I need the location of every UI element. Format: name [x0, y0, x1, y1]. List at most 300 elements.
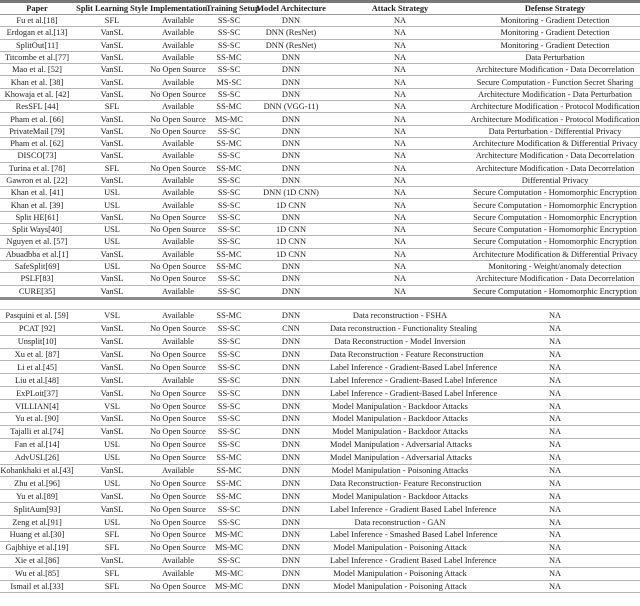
table-row	[0, 113, 640, 125]
table-row	[0, 309, 640, 322]
cell-attack-strategy: Label Inference - Gradient-Based Label Inference	[330, 362, 498, 372]
cell-implementation: No Open Source	[150, 114, 206, 124]
cell-split-style: VanSL	[74, 76, 150, 88]
cell-model-architecture: DNN	[252, 150, 330, 162]
cell-training-setup: SS-SC	[206, 554, 252, 567]
cell-split-style: VSL	[74, 400, 150, 413]
cell-attack-strategy: NA	[330, 51, 470, 63]
cell-implementation: No Open Source	[150, 581, 206, 591]
cell-defense-strategy: NA	[470, 412, 640, 425]
cell-model-architecture: DNN	[252, 451, 330, 464]
cell-attack-strategy: Data Reconstruction - Model Inversion	[330, 335, 470, 348]
header-row	[0, 2, 640, 15]
cell-attack-strategy: Label Inference - Gradient Based Label Inference	[330, 556, 497, 566]
table-row	[0, 174, 640, 186]
cell-model-architecture: DNN	[252, 51, 330, 63]
cell-defense-strategy: NA	[470, 516, 640, 529]
cell-split-style: VSL	[74, 309, 150, 322]
cell-attack-strategy: NA	[330, 248, 470, 260]
cell-attack-strategy: NA	[330, 39, 470, 51]
cell-defense-strategy: Secure Computation - Homomorphic Encryption	[470, 211, 640, 223]
cell-defense-strategy: Architecture Modification - Data Decorrelation	[470, 64, 640, 76]
table-row	[0, 528, 640, 541]
cell-attack-strategy: NA	[330, 125, 470, 137]
cell-implementation: No Open Source	[150, 530, 206, 540]
cell-defense-strategy: Architecture Modification & Differential Privacy	[470, 137, 640, 149]
cell-implementation: Available	[150, 199, 206, 211]
cell-attack-strategy: NA	[330, 15, 470, 27]
cell-model-architecture: DNN (1D CNN)	[252, 187, 330, 199]
cell-split-style: VanSL	[74, 374, 150, 387]
cell-defense-strategy: NA	[470, 567, 640, 580]
header-paper: Paper	[0, 2, 74, 15]
cell-attack-strategy: Model Manipulation - Poisoning Attack	[330, 567, 470, 580]
cell-attack-strategy: NA	[330, 137, 470, 149]
cell-defense-strategy: Architecture Modification - Data Perturbation	[470, 88, 640, 100]
cell-training-setup: MS-MC	[206, 528, 252, 541]
cell-attack-strategy: NA	[330, 27, 470, 39]
cell-attack-strategy: Model Manipulation - Backdoor Attacks	[330, 400, 470, 413]
cell-model-architecture: DNN	[252, 162, 330, 174]
cell-model-architecture: DNN	[252, 580, 330, 593]
cell-training-setup: SS-SC	[206, 438, 252, 451]
cell-model-architecture: DNN	[252, 174, 330, 186]
cell-attack-strategy: Label Inference - Gradient Based Label Inference	[330, 504, 497, 514]
cell-model-architecture: DNN	[252, 273, 330, 285]
cell-attack-strategy: NA	[330, 273, 470, 285]
cell-defense-strategy: NA	[470, 541, 640, 554]
cell-defense-strategy: Differential Privacy	[470, 174, 640, 186]
cell-split-style: VanSL	[74, 137, 150, 149]
cell-paper: Pasquini et al. [59]	[0, 309, 74, 322]
cell-defense-strategy: NA	[470, 438, 640, 451]
cell-split-style: VanSL	[74, 554, 150, 567]
cell-model-architecture: DNN	[252, 374, 330, 387]
table-header	[0, 2, 640, 15]
cell-paper: PCAT [92]	[0, 322, 74, 335]
table-row	[0, 503, 640, 516]
cell-paper: Titcombe et al.[77]	[0, 51, 74, 63]
cell-model-architecture: DNN (ResNet)	[252, 27, 330, 39]
cell-split-style: SFL	[74, 162, 150, 174]
cell-attack-strategy: Data reconstruction - FSHA	[330, 309, 470, 322]
header-defense-strategy: Defense Strategy	[470, 2, 640, 15]
cell-split-style: VanSL	[74, 39, 150, 51]
cell-defense-strategy: NA	[470, 451, 640, 464]
cell-implementation: Available	[150, 374, 206, 387]
cell-training-setup: SS-SC	[206, 236, 252, 248]
cell-implementation: Available	[150, 285, 206, 298]
cell-training-setup: SS-SC	[206, 15, 252, 27]
cell-model-architecture: CNN	[252, 322, 330, 335]
cell-defense-strategy: NA	[470, 400, 640, 413]
cell-training-setup: SS-MC	[206, 101, 252, 113]
cell-implementation: Available	[150, 76, 206, 88]
cell-implementation: No Open Source	[150, 212, 206, 222]
cell-training-setup: MS-MC	[206, 541, 252, 554]
cell-attack-strategy: NA	[330, 88, 470, 100]
cell-training-setup: SS-MC	[206, 464, 252, 477]
table-row	[0, 387, 640, 400]
cell-implementation: Available	[150, 236, 206, 248]
cell-implementation: No Open Source	[150, 225, 206, 235]
table-row	[0, 285, 640, 298]
cell-attack-strategy: NA	[330, 76, 470, 88]
cell-implementation: Available	[150, 335, 206, 348]
cell-defense-strategy: NA	[470, 425, 640, 438]
cell-attack-strategy: Label Inference - Smashed Based Label Inference	[330, 530, 498, 540]
cell-defense-strategy: NA	[470, 348, 640, 361]
cell-implementation: No Open Source	[150, 362, 206, 372]
cell-attack-strategy: NA	[330, 162, 470, 174]
cell-split-style: SFL	[74, 528, 150, 541]
cell-training-setup: SS-SC	[206, 335, 252, 348]
cell-split-style: VanSL	[74, 174, 150, 186]
cell-split-style: VanSL	[74, 464, 150, 477]
cell-defense-strategy: NA	[470, 387, 640, 400]
table-row	[0, 248, 640, 260]
cell-paper: PrivateMail [79]	[0, 125, 74, 137]
cell-implementation: No Open Source	[150, 126, 206, 136]
header-training-setup: Training Setup	[206, 2, 252, 15]
cell-training-setup: SS-MC	[206, 162, 252, 174]
cell-training-setup: SS-SC	[206, 361, 252, 374]
cell-attack-strategy: Data reconstruction - GAN	[330, 516, 470, 529]
table-row	[0, 425, 640, 438]
cell-training-setup: SS-SC	[206, 199, 252, 211]
cell-implementation: Available	[150, 101, 206, 113]
cell-paper: Ismail et al.[33]	[0, 580, 74, 593]
cell-attack-strategy: NA	[330, 174, 470, 186]
cell-split-style: VanSL	[74, 425, 150, 438]
cell-split-style: VanSL	[74, 285, 150, 298]
cell-implementation: Available	[150, 309, 206, 322]
cell-split-style: VanSL	[74, 27, 150, 39]
cell-defense-strategy: Data Perturbation	[470, 51, 640, 63]
cell-paper: Khan et al. [41]	[0, 187, 74, 199]
cell-training-setup: MS-MC	[206, 580, 252, 593]
cell-training-setup: SS-SC	[206, 503, 252, 516]
table-row	[0, 361, 640, 374]
table-row	[0, 322, 640, 335]
cell-model-architecture: DNN	[252, 335, 330, 348]
cell-model-architecture: DNN	[252, 64, 330, 76]
cell-model-architecture: DNN	[252, 554, 330, 567]
cell-attack-strategy: Label Inference - Gradient-Based Label Inference	[330, 388, 498, 398]
cell-training-setup: SS-MC	[206, 490, 252, 503]
table-row	[0, 51, 640, 63]
cell-attack-strategy: NA	[330, 150, 470, 162]
cell-model-architecture: DNN	[252, 438, 330, 451]
cell-paper: Erdogan et al.[13]	[0, 27, 74, 39]
cell-implementation: No Open Source	[150, 453, 206, 463]
cell-attack-strategy: Model Manipulation - Poisoning Attack	[330, 541, 470, 554]
cell-paper: SafeSplit[69]	[0, 260, 74, 272]
cell-training-setup: SS-SC	[206, 425, 252, 438]
cell-model-architecture: DNN	[252, 285, 330, 298]
cell-paper: Pham et al. [62]	[0, 137, 74, 149]
defense-papers-section	[0, 15, 640, 299]
cell-training-setup: SS-SC	[206, 285, 252, 298]
cell-split-style: VanSL	[74, 361, 150, 374]
cell-defense-strategy: NA	[470, 580, 640, 593]
cell-training-setup: MS-MC	[206, 113, 252, 125]
cell-paper: Tajalli et al.[74]	[0, 425, 74, 438]
cell-model-architecture: DNN	[252, 76, 330, 88]
cell-implementation: No Open Source	[150, 274, 206, 284]
cell-paper: Pham et al. [66]	[0, 113, 74, 125]
cell-split-style: VanSL	[74, 150, 150, 162]
cell-defense-strategy: Secure Computation - Homomorphic Encryption	[470, 285, 640, 298]
cell-paper: Xie et al.[86]	[0, 554, 74, 567]
table-row	[0, 438, 640, 451]
cell-implementation: Available	[150, 248, 206, 260]
cell-implementation: No Open Source	[150, 324, 206, 334]
cell-paper: DISCO[73]	[0, 150, 74, 162]
cell-training-setup: SS-SC	[206, 88, 252, 100]
table-row	[0, 15, 640, 27]
cell-training-setup: SS-MC	[206, 248, 252, 260]
cell-paper: Split Ways[40]	[0, 224, 74, 236]
cell-training-setup: SS-SC	[206, 64, 252, 76]
cell-paper: ExPLoit[37]	[0, 387, 74, 400]
table-row	[0, 567, 640, 580]
cell-paper: Yu et al. [90]	[0, 412, 74, 425]
cell-defense-strategy: NA	[470, 503, 640, 516]
cell-attack-strategy: NA	[330, 260, 470, 272]
cell-paper: Liu et al.[48]	[0, 374, 74, 387]
cell-split-style: VanSL	[74, 335, 150, 348]
cell-attack-strategy: Model Manipulation - Poisoning Attack	[330, 580, 470, 593]
cell-paper: Gawron et al. [22]	[0, 174, 74, 186]
cell-model-architecture: DNN	[252, 400, 330, 413]
cell-split-style: VanSL	[74, 273, 150, 285]
cell-model-architecture: 1D CNN	[252, 236, 330, 248]
cell-paper: Abuadbba et al.[1]	[0, 248, 74, 260]
cell-split-style: VanSL	[74, 348, 150, 361]
cell-attack-strategy: NA	[330, 211, 470, 223]
cell-paper: Unsplit[10]	[0, 335, 74, 348]
cell-split-style: VanSL	[74, 88, 150, 100]
cell-attack-strategy: Model Manipulation - Poisoning Attacks	[331, 465, 469, 475]
cell-defense-strategy: Architecture Modification - Data Decorrelation	[470, 162, 640, 174]
cell-training-setup: SS-MC	[206, 477, 252, 490]
cell-defense-strategy: Data Perturbation - Differential Privacy	[470, 125, 640, 137]
cell-model-architecture: DNN	[252, 464, 330, 477]
cell-model-architecture: DNN	[252, 260, 330, 272]
cell-attack-strategy: Model Manipulation - Adversarial Attacks	[330, 453, 472, 463]
table-row	[0, 162, 640, 174]
cell-paper: PSLF[83]	[0, 273, 74, 285]
cell-paper: Khan et al. [38]	[0, 76, 74, 88]
cell-defense-strategy: NA	[470, 309, 640, 322]
table-row	[0, 464, 640, 477]
cell-attack-strategy: Model Manipulation - Backdoor Attacks	[330, 425, 470, 438]
table-row	[0, 39, 640, 51]
cell-paper: VILLIAN[4]	[0, 400, 74, 413]
cell-split-style: SFL	[74, 541, 150, 554]
cell-model-architecture: DNN	[252, 477, 330, 490]
cell-defense-strategy: NA	[470, 490, 640, 503]
cell-paper: Fu et al.[18]	[0, 15, 74, 27]
cell-split-style: USL	[74, 224, 150, 236]
cell-paper: Turina et al. [78]	[0, 162, 74, 174]
table-row	[0, 187, 640, 199]
table-row	[0, 335, 640, 348]
cell-split-style: USL	[74, 516, 150, 529]
cell-paper: Xu et al. [87]	[0, 348, 74, 361]
cell-implementation: No Open Source	[150, 491, 206, 501]
cell-split-style: VanSL	[74, 322, 150, 335]
table-row	[0, 27, 640, 39]
cell-model-architecture: DNN	[252, 541, 330, 554]
cell-split-style: USL	[74, 236, 150, 248]
cell-split-style: VanSL	[74, 211, 150, 223]
cell-attack-strategy: NA	[330, 113, 470, 125]
cell-paper: Split HE[61]	[0, 211, 74, 223]
table-row	[0, 199, 640, 211]
cell-defense-strategy: NA	[470, 528, 640, 541]
table-row	[0, 236, 640, 248]
cell-model-architecture: DNN	[252, 387, 330, 400]
cell-split-style: VanSL	[74, 51, 150, 63]
cell-training-setup: MS-SC	[206, 76, 252, 88]
cell-model-architecture: DNN	[252, 567, 330, 580]
cell-implementation: Available	[150, 51, 206, 63]
cell-split-style: SFL	[74, 101, 150, 113]
cell-training-setup: SS-SC	[206, 400, 252, 413]
cell-implementation: No Open Source	[150, 262, 206, 272]
cell-attack-strategy: NA	[330, 187, 470, 199]
cell-paper: ResSFL [44]	[0, 101, 74, 113]
cell-attack-strategy: NA	[330, 285, 470, 298]
section-separator	[0, 298, 640, 309]
cell-defense-strategy: Monitoring - Gradient Detection	[470, 15, 640, 27]
cell-model-architecture: DNN (VGG-11)	[252, 101, 330, 113]
cell-defense-strategy: NA	[470, 554, 640, 567]
cell-paper: Huang et al.[30]	[0, 528, 74, 541]
cell-implementation: No Open Source	[150, 349, 206, 359]
cell-implementation: No Open Source	[150, 517, 206, 527]
cell-training-setup: SS-SC	[206, 211, 252, 223]
header-attack-strategy: Attack Strategy	[330, 2, 470, 15]
cell-implementation: Available	[150, 554, 206, 567]
cell-model-architecture: DNN (ResNet)	[252, 39, 330, 51]
cell-model-architecture: 1D CNN	[252, 224, 330, 236]
table-row	[0, 400, 640, 413]
cell-model-architecture: DNN	[252, 211, 330, 223]
cell-attack-strategy: Data reconstruction - Functionality Stealing	[330, 324, 477, 334]
cell-defense-strategy: Architecture Modification - Protocol Modification	[470, 114, 640, 124]
header-implementation: Implementation	[150, 2, 206, 15]
cell-attack-strategy: Model Manipulation - Adversarial Attacks	[330, 440, 472, 450]
table-row	[0, 224, 640, 236]
table-row	[0, 64, 640, 76]
cell-defense-strategy: Architecture Modification & Differential Privacy	[470, 248, 640, 260]
cell-implementation: No Open Source	[150, 504, 206, 514]
cell-paper: Khan et al. [39]	[0, 199, 74, 211]
cell-split-style: USL	[74, 438, 150, 451]
cell-model-architecture: 1D CNN	[252, 248, 330, 260]
cell-split-style: USL	[74, 260, 150, 272]
cell-implementation: No Open Source	[150, 414, 206, 424]
cell-training-setup: SS-SC	[206, 39, 252, 51]
cell-split-style: VanSL	[74, 490, 150, 503]
cell-training-setup: SS-SC	[206, 174, 252, 186]
table-row	[0, 273, 640, 285]
cell-model-architecture: DNN	[252, 503, 330, 516]
cell-paper: Yu et al.[89]	[0, 490, 74, 503]
attack-papers-section	[0, 309, 640, 593]
cell-model-architecture: DNN	[252, 137, 330, 149]
cell-implementation: No Open Source	[150, 427, 206, 437]
cell-model-architecture: DNN	[252, 412, 330, 425]
cell-attack-strategy: NA	[330, 236, 470, 248]
cell-paper: Gajbhiye et al.[19]	[0, 541, 74, 554]
table-row	[0, 412, 640, 425]
cell-paper: CURE[35]	[0, 285, 74, 298]
cell-paper: Zhu et al.[96]	[0, 477, 74, 490]
cell-implementation: No Open Source	[150, 388, 206, 398]
cell-implementation: No Open Source	[150, 478, 206, 488]
cell-defense-strategy: Monitoring - Gradient Detection	[470, 39, 640, 51]
cell-training-setup: SS-SC	[206, 374, 252, 387]
cell-defense-strategy: Monitoring - Weight/anomaly detection	[470, 260, 640, 272]
cell-model-architecture: DNN	[252, 361, 330, 374]
cell-defense-strategy: NA	[470, 374, 640, 387]
table-row	[0, 348, 640, 361]
cell-defense-strategy: NA	[470, 477, 640, 490]
table-row	[0, 516, 640, 529]
cell-implementation: No Open Source	[150, 163, 206, 173]
cell-defense-strategy: Secure Computation - Homomorphic Encryption	[470, 236, 640, 248]
cell-training-setup: SS-SC	[206, 125, 252, 137]
cell-attack-strategy: Data Reconstruction - Feature Reconstruction	[330, 349, 484, 359]
table-row	[0, 150, 640, 162]
cell-split-style: VanSL	[74, 412, 150, 425]
cell-model-architecture: DNN	[252, 490, 330, 503]
cell-training-setup: SS-SC	[206, 348, 252, 361]
cell-implementation: Available	[150, 137, 206, 149]
cell-defense-strategy: Secure Computation - Function Secret Sharing	[470, 76, 640, 88]
cell-training-setup: SS-SC	[206, 224, 252, 236]
cell-split-style: VanSL	[74, 113, 150, 125]
cell-split-style: USL	[74, 199, 150, 211]
cell-paper: Zeng et al.[91]	[0, 516, 74, 529]
cell-defense-strategy: NA	[470, 335, 640, 348]
table-row	[0, 490, 640, 503]
separator-row	[0, 298, 640, 309]
cell-paper: SplitOut[11]	[0, 39, 74, 51]
table-row	[0, 137, 640, 149]
cell-implementation: Available	[150, 174, 206, 186]
cell-model-architecture: DNN	[252, 528, 330, 541]
cell-implementation: No Open Source	[150, 401, 206, 411]
cell-training-setup: SS-MC	[206, 51, 252, 63]
table-row	[0, 260, 640, 272]
cell-training-setup: SS-SC	[206, 273, 252, 285]
cell-training-setup: SS-SC	[206, 516, 252, 529]
cell-defense-strategy: Secure Computation - Homomorphic Encryption	[470, 224, 640, 236]
cell-implementation: Available	[150, 150, 206, 162]
cell-training-setup: MS-MC	[206, 567, 252, 580]
cell-defense-strategy: Architecture Modification - Data Decorrelation	[470, 150, 640, 162]
table-row	[0, 374, 640, 387]
cell-defense-strategy: Secure Computation - Homomorphic Encryption	[470, 187, 640, 199]
cell-model-architecture: DNN	[252, 309, 330, 322]
cell-defense-strategy: Secure Computation - Homomorphic Encryption	[470, 199, 640, 211]
cell-training-setup: SS-MC	[206, 260, 252, 272]
